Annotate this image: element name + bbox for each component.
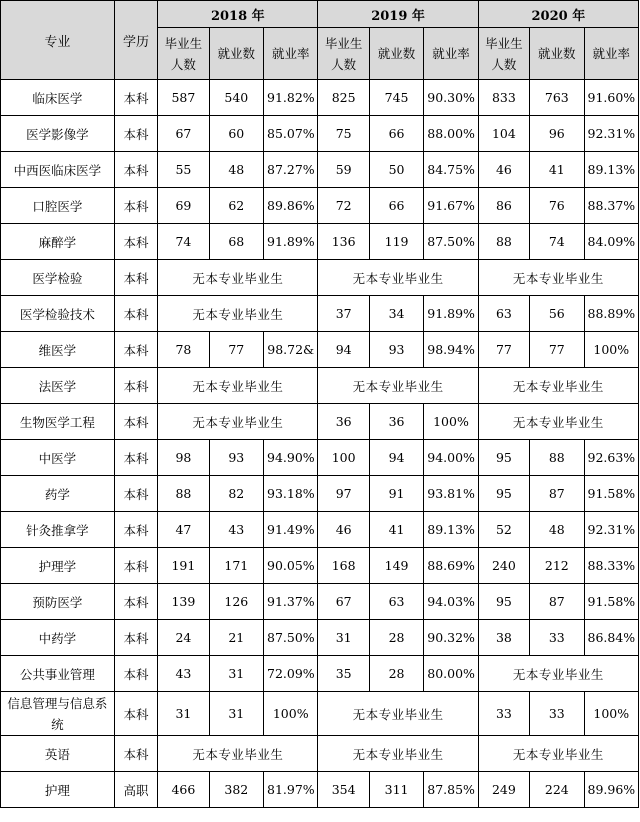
table-row <box>1 260 639 296</box>
no-graduates-cell: 无本专业毕业生 <box>478 656 638 692</box>
rate-cell: 87.27% <box>264 152 318 188</box>
rate-cell: 72.09% <box>264 656 318 692</box>
header-year-2019: 2019 年 <box>318 1 478 28</box>
level-cell: 本科 <box>114 80 157 116</box>
level-cell: 本科 <box>114 476 157 512</box>
major-cell: 医学影像学 <box>1 116 115 152</box>
no-graduates-cell: 无本专业毕业生 <box>318 736 478 772</box>
employed-cell: 212 <box>530 548 584 584</box>
no-graduates-cell: 无本专业毕业生 <box>478 368 638 404</box>
graduates-cell: 43 <box>158 656 209 692</box>
graduates-cell: 24 <box>158 620 209 656</box>
employed-cell: 21 <box>209 620 263 656</box>
level-cell: 本科 <box>114 152 157 188</box>
graduates-cell: 69 <box>158 188 209 224</box>
graduates-cell: 77 <box>478 332 529 368</box>
major-cell: 中医学 <box>1 440 115 476</box>
header-employed-2018: 就业数 <box>209 28 263 80</box>
employed-cell: 82 <box>209 476 263 512</box>
table-row <box>1 188 639 224</box>
graduates-cell: 466 <box>158 772 209 808</box>
employed-cell: 77 <box>530 332 584 368</box>
rate-cell: 100% <box>584 692 638 736</box>
rate-cell: 90.32% <box>424 620 478 656</box>
graduates-cell: 31 <box>318 620 369 656</box>
rate-cell: 91.49% <box>264 512 318 548</box>
employed-cell: 48 <box>209 152 263 188</box>
employed-cell: 126 <box>209 584 263 620</box>
table-row <box>1 512 639 548</box>
header-year-2020: 2020 年 <box>478 1 638 28</box>
table-row <box>1 620 639 656</box>
employed-cell: 149 <box>369 548 423 584</box>
header-graduates-2018: 毕业生人数 <box>158 28 209 80</box>
level-cell: 本科 <box>114 116 157 152</box>
employed-cell: 68 <box>209 224 263 260</box>
rate-cell: 92.63% <box>584 440 638 476</box>
rate-cell: 100% <box>264 692 318 736</box>
table-row <box>1 548 639 584</box>
graduates-cell: 52 <box>478 512 529 548</box>
rate-cell: 87.85% <box>424 772 478 808</box>
rate-cell: 91.89% <box>424 296 478 332</box>
employed-cell: 77 <box>209 332 263 368</box>
level-cell: 本科 <box>114 548 157 584</box>
rate-cell: 87.50% <box>424 224 478 260</box>
graduates-cell: 100 <box>318 440 369 476</box>
rate-cell: 88.37% <box>584 188 638 224</box>
level-cell: 本科 <box>114 736 157 772</box>
table-row <box>1 80 639 116</box>
header-employed-2019: 就业数 <box>369 28 423 80</box>
graduates-cell: 35 <box>318 656 369 692</box>
rate-cell: 94.00% <box>424 440 478 476</box>
rate-cell: 88.89% <box>584 296 638 332</box>
graduates-cell: 75 <box>318 116 369 152</box>
major-cell: 医学检验技术 <box>1 296 115 332</box>
level-cell: 本科 <box>114 584 157 620</box>
graduates-cell: 104 <box>478 116 529 152</box>
table-row <box>1 584 639 620</box>
rate-cell: 91.89% <box>264 224 318 260</box>
employed-cell: 28 <box>369 620 423 656</box>
graduates-cell: 36 <box>318 404 369 440</box>
no-graduates-cell: 无本专业毕业生 <box>158 260 318 296</box>
graduates-cell: 98 <box>158 440 209 476</box>
major-cell: 护理学 <box>1 548 115 584</box>
employed-cell: 63 <box>369 584 423 620</box>
employed-cell: 31 <box>209 692 263 736</box>
header-year-2018: 2018 年 <box>158 1 318 28</box>
graduates-cell: 168 <box>318 548 369 584</box>
employed-cell: 36 <box>369 404 423 440</box>
graduates-cell: 46 <box>318 512 369 548</box>
major-cell: 口腔医学 <box>1 188 115 224</box>
rate-cell: 87.50% <box>264 620 318 656</box>
major-cell: 信息管理与信息系统 <box>1 692 115 736</box>
major-cell: 麻醉学 <box>1 224 115 260</box>
level-cell: 本科 <box>114 656 157 692</box>
header-graduates-2020: 毕业生人数 <box>478 28 529 80</box>
graduates-cell: 97 <box>318 476 369 512</box>
employed-cell: 34 <box>369 296 423 332</box>
header-graduates-2019: 毕业生人数 <box>318 28 369 80</box>
employed-cell: 41 <box>369 512 423 548</box>
rate-cell: 90.30% <box>424 80 478 116</box>
level-cell: 本科 <box>114 440 157 476</box>
employed-cell: 88 <box>530 440 584 476</box>
employed-cell: 745 <box>369 80 423 116</box>
major-cell: 英语 <box>1 736 115 772</box>
employed-cell: 763 <box>530 80 584 116</box>
employed-cell: 50 <box>369 152 423 188</box>
level-cell: 本科 <box>114 512 157 548</box>
table-row <box>1 152 639 188</box>
no-graduates-cell: 无本专业毕业生 <box>158 404 318 440</box>
employed-cell: 87 <box>530 584 584 620</box>
major-cell: 中药学 <box>1 620 115 656</box>
header-major: 专业 <box>1 1 115 80</box>
header-rate-2019: 就业率 <box>424 28 478 80</box>
table-row <box>1 772 639 808</box>
rate-cell: 80.00% <box>424 656 478 692</box>
table-row <box>1 368 639 404</box>
major-cell: 生物医学工程 <box>1 404 115 440</box>
no-graduates-cell: 无本专业毕业生 <box>158 296 318 332</box>
table-row <box>1 736 639 772</box>
graduates-cell: 74 <box>158 224 209 260</box>
level-cell: 本科 <box>114 620 157 656</box>
rate-cell: 93.81% <box>424 476 478 512</box>
graduates-cell: 78 <box>158 332 209 368</box>
rate-cell: 94.90% <box>264 440 318 476</box>
no-graduates-cell: 无本专业毕业生 <box>318 260 478 296</box>
employed-cell: 91 <box>369 476 423 512</box>
header-rate-2018: 就业率 <box>264 28 318 80</box>
employed-cell: 119 <box>369 224 423 260</box>
employed-cell: 33 <box>530 692 584 736</box>
employed-cell: 171 <box>209 548 263 584</box>
graduates-cell: 47 <box>158 512 209 548</box>
rate-cell: 89.86% <box>264 188 318 224</box>
graduates-cell: 95 <box>478 476 529 512</box>
no-graduates-cell: 无本专业毕业生 <box>318 368 478 404</box>
major-cell: 预防医学 <box>1 584 115 620</box>
employed-cell: 66 <box>369 188 423 224</box>
table-row <box>1 440 639 476</box>
graduates-cell: 63 <box>478 296 529 332</box>
rate-cell: 84.09% <box>584 224 638 260</box>
employed-cell: 60 <box>209 116 263 152</box>
no-graduates-cell: 无本专业毕业生 <box>318 692 478 736</box>
major-cell: 维医学 <box>1 332 115 368</box>
graduates-cell: 587 <box>158 80 209 116</box>
table-row <box>1 332 639 368</box>
major-cell: 医学检验 <box>1 260 115 296</box>
graduates-cell: 833 <box>478 80 529 116</box>
rate-cell: 91.58% <box>584 476 638 512</box>
rate-cell: 88.00% <box>424 116 478 152</box>
graduates-cell: 240 <box>478 548 529 584</box>
rate-cell: 100% <box>424 404 478 440</box>
level-cell: 本科 <box>114 296 157 332</box>
major-cell: 中西医临床医学 <box>1 152 115 188</box>
employed-cell: 31 <box>209 656 263 692</box>
rate-cell: 90.05% <box>264 548 318 584</box>
level-cell: 本科 <box>114 188 157 224</box>
table-row <box>1 224 639 260</box>
employed-cell: 74 <box>530 224 584 260</box>
employed-cell: 33 <box>530 620 584 656</box>
rate-cell: 98.94% <box>424 332 478 368</box>
level-cell: 本科 <box>114 404 157 440</box>
table-body <box>1 80 639 808</box>
graduates-cell: 136 <box>318 224 369 260</box>
major-cell: 护理 <box>1 772 115 808</box>
rate-cell: 91.60% <box>584 80 638 116</box>
rate-cell: 81.97% <box>264 772 318 808</box>
employed-cell: 76 <box>530 188 584 224</box>
graduates-cell: 38 <box>478 620 529 656</box>
graduates-cell: 72 <box>318 188 369 224</box>
rate-cell: 91.37% <box>264 584 318 620</box>
no-graduates-cell: 无本专业毕业生 <box>158 736 318 772</box>
level-cell: 本科 <box>114 260 157 296</box>
graduates-cell: 67 <box>318 584 369 620</box>
major-cell: 药学 <box>1 476 115 512</box>
rate-cell: 84.75% <box>424 152 478 188</box>
employed-cell: 94 <box>369 440 423 476</box>
graduates-cell: 37 <box>318 296 369 332</box>
no-graduates-cell: 无本专业毕业生 <box>478 736 638 772</box>
graduates-cell: 33 <box>478 692 529 736</box>
employed-cell: 311 <box>369 772 423 808</box>
table-header <box>1 1 639 80</box>
graduates-cell: 59 <box>318 152 369 188</box>
graduates-cell: 88 <box>478 224 529 260</box>
rate-cell: 85.07% <box>264 116 318 152</box>
rate-cell: 92.31% <box>584 116 638 152</box>
table-row <box>1 404 639 440</box>
graduates-cell: 86 <box>478 188 529 224</box>
major-cell: 公共事业管理 <box>1 656 115 692</box>
employed-cell: 382 <box>209 772 263 808</box>
employed-cell: 62 <box>209 188 263 224</box>
level-cell: 本科 <box>114 368 157 404</box>
rate-cell: 94.03% <box>424 584 478 620</box>
employed-cell: 28 <box>369 656 423 692</box>
table-row <box>1 692 639 736</box>
table-row <box>1 296 639 332</box>
table-row <box>1 116 639 152</box>
employed-cell: 540 <box>209 80 263 116</box>
employed-cell: 48 <box>530 512 584 548</box>
table-row <box>1 476 639 512</box>
level-cell: 本科 <box>114 692 157 736</box>
graduates-cell: 825 <box>318 80 369 116</box>
header-level: 学历 <box>114 1 157 80</box>
graduates-cell: 67 <box>158 116 209 152</box>
level-cell: 本科 <box>114 332 157 368</box>
rate-cell: 98.72& <box>264 332 318 368</box>
level-cell: 本科 <box>114 224 157 260</box>
rate-cell: 100% <box>584 332 638 368</box>
graduates-cell: 88 <box>158 476 209 512</box>
rate-cell: 89.96% <box>584 772 638 808</box>
graduates-cell: 191 <box>158 548 209 584</box>
graduates-cell: 95 <box>478 584 529 620</box>
rate-cell: 88.69% <box>424 548 478 584</box>
no-graduates-cell: 无本专业毕业生 <box>158 368 318 404</box>
rate-cell: 86.84% <box>584 620 638 656</box>
graduates-cell: 95 <box>478 440 529 476</box>
employed-cell: 224 <box>530 772 584 808</box>
rate-cell: 89.13% <box>584 152 638 188</box>
employed-cell: 93 <box>369 332 423 368</box>
major-cell: 临床医学 <box>1 80 115 116</box>
level-cell: 高职 <box>114 772 157 808</box>
rate-cell: 88.33% <box>584 548 638 584</box>
rate-cell: 93.18% <box>264 476 318 512</box>
employed-cell: 87 <box>530 476 584 512</box>
rate-cell: 92.31% <box>584 512 638 548</box>
graduates-cell: 46 <box>478 152 529 188</box>
employed-cell: 66 <box>369 116 423 152</box>
no-graduates-cell: 无本专业毕业生 <box>478 404 638 440</box>
graduates-cell: 139 <box>158 584 209 620</box>
header-rate-2020: 就业率 <box>584 28 638 80</box>
graduates-cell: 31 <box>158 692 209 736</box>
rate-cell: 89.13% <box>424 512 478 548</box>
employed-cell: 43 <box>209 512 263 548</box>
employed-cell: 96 <box>530 116 584 152</box>
no-graduates-cell: 无本专业毕业生 <box>478 260 638 296</box>
employed-cell: 93 <box>209 440 263 476</box>
rate-cell: 91.82% <box>264 80 318 116</box>
rate-cell: 91.58% <box>584 584 638 620</box>
major-cell: 针灸推拿学 <box>1 512 115 548</box>
graduates-cell: 249 <box>478 772 529 808</box>
header-employed-2020: 就业数 <box>530 28 584 80</box>
employed-cell: 56 <box>530 296 584 332</box>
graduates-cell: 354 <box>318 772 369 808</box>
graduates-cell: 55 <box>158 152 209 188</box>
major-cell: 法医学 <box>1 368 115 404</box>
rate-cell: 91.67% <box>424 188 478 224</box>
graduates-cell: 94 <box>318 332 369 368</box>
table-row <box>1 656 639 692</box>
employed-cell: 41 <box>530 152 584 188</box>
